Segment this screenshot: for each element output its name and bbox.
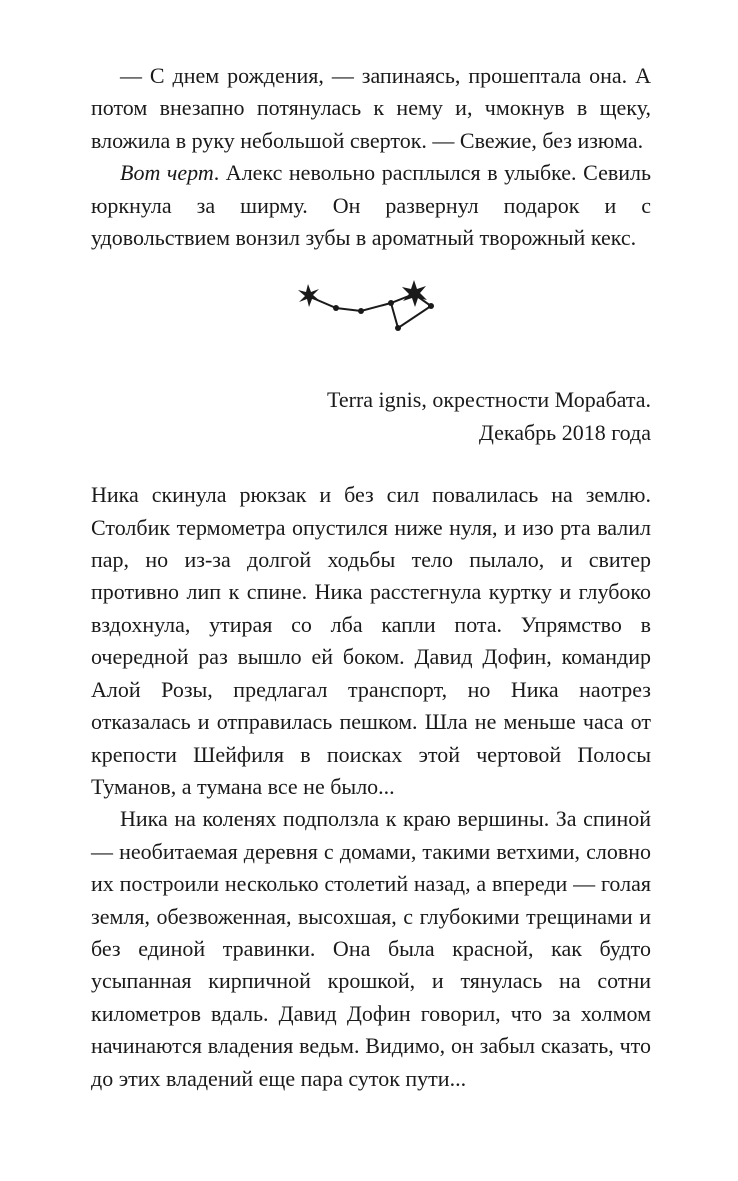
paragraph-rest: . Алекс невольно расплылся в улыбке. Севиль юркнула за ширму. Он развернул подарок и с удовольствием вонзил зубы в ароматный творожный кекс. [91,160,652,251]
page-text [91,60,651,1095]
paragraph: Ника на коленях подползла к краю вершины. За спиной — необитаемая деревня с домами, такими ветхими, словно их построили несколько столетий назад, а впереди — голая земля, обезвоженная, высохшая, с глубокими трещинами и без единой травинки. Она была красной, как будто усыпанная кирпичной крошкой, и тянулась на сотни километров вдаль. Давид Дофин говорил, что за холмом начинаются владения ведьм. Видимо, он забыл сказать, что до этих владений еще пара суток пути... [91,806,651,1091]
paragraph: — С днем рождения, — запинаясь, прошептала она. А потом внезапно потянулась к нему и, чмокнув в щеку, вложила в руку небольшой сверток. — Свежие, без изюма. [91,63,651,153]
section-divider [91,276,651,368]
paragraph [91,157,651,254]
date-line: Декабрь 2018 года [478,419,651,445]
constellation-icon [296,276,446,346]
location-line: Terra ignis, окрестности Морабата. [326,387,651,413]
paragraph: Ника скинула рюкзак и без сил повалилась на землю. Столбик термометра опустился ниже нуля, и изо рта валил пар, но из-за долгой ходьбы тело пылало, и свитер противно лип к спине. Ника расстегнула куртку и глубоко вздохнула, утирая со лба капли пота. Упрямство в очередной раз вышло ей боком. Давид Дофин, командир Алой Розы, предлагал транспорт, но Ника наотрез отказалась и отправилась пешком. Шла не меньше часа от крепости Шейфиля в поисках этой чертовой Полосы Туманов, а тумана все не было... [91,482,651,799]
location-heading [91,384,651,449]
italic-phrase: Вот черт [120,160,214,186]
